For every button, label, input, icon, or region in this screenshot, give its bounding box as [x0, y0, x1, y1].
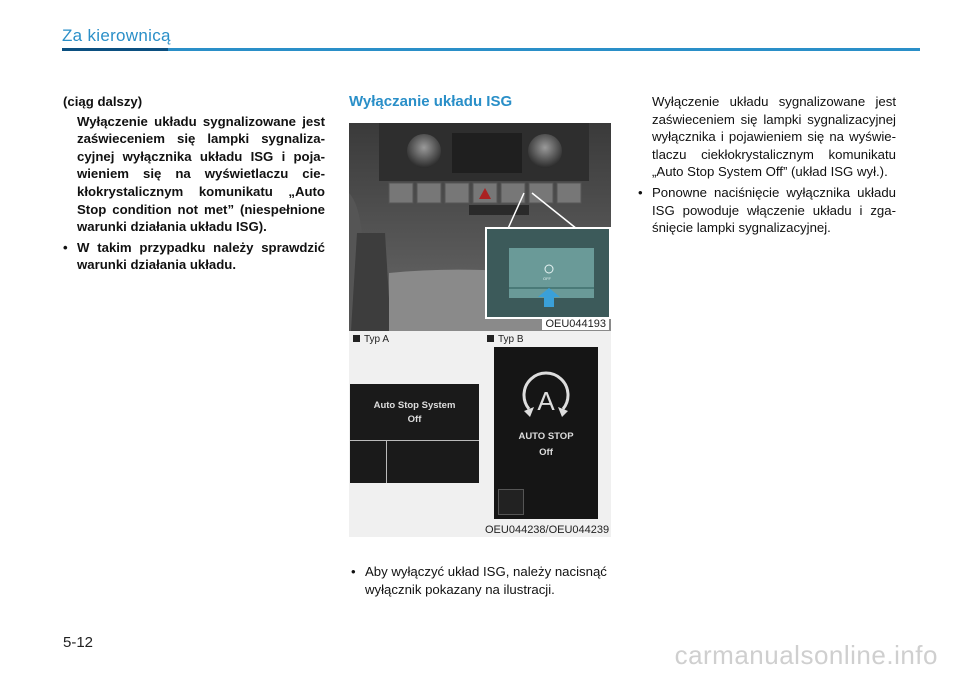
left-bullet-text: W takim przypadku należy sprawdzić warunki działania układu. — [77, 239, 325, 273]
square-icon — [487, 335, 494, 342]
screen-type-b-frame — [487, 345, 610, 523]
screen-b-square — [498, 489, 524, 515]
screen-a-line1: Auto Stop System — [373, 400, 456, 411]
right-bullet-text: Ponowne naciśnięcie wyłącznika układu ISG powoduje włączenie układu i zga-śnięcie lampki sygnalizacyjnej. — [652, 184, 896, 236]
watermark: carmanualsonline.info — [674, 640, 938, 670]
right-bullet — [638, 184, 896, 237]
square-icon — [353, 335, 360, 342]
screen-b-line2: Off — [539, 447, 553, 458]
panel-b-label-text: Typ B — [498, 334, 524, 345]
screen-a-divider — [350, 440, 479, 441]
bullet-dot: • — [638, 184, 643, 200]
screen-a-line2: Off — [407, 414, 422, 425]
middle-bullet-item — [351, 563, 613, 598]
display-panels — [349, 331, 611, 537]
panels-code: OEU044238/OEU044239 — [485, 524, 610, 536]
screen-type-b — [494, 347, 598, 519]
screen-a-vdivider — [386, 441, 387, 483]
left-paragraph: Wyłączenie układu sygnalizowane jest zaświeceniem się lampki sygnaliza-cyjnej wyłącznika układu ISG i poja-wieniem się na wyświetlaczu cie-kłokrystalicznym komunikatu „Auto Stop condition not met” (niespełnione warunki działania układu ISG). — [77, 113, 325, 235]
right-column — [638, 93, 896, 237]
auto-stop-icon-letter: A — [537, 386, 555, 416]
page-number: 5-12 — [63, 634, 94, 651]
left-bullet — [63, 239, 325, 274]
middle-title: Wyłączanie układu ISG — [349, 93, 513, 110]
photo-button-label: OFF — [543, 276, 551, 281]
middle-bullet — [351, 560, 613, 598]
panel-a-label-text: Typ A — [364, 334, 390, 345]
dashboard-illustration — [349, 123, 611, 331]
bullet-dot: • — [63, 239, 68, 255]
screen-type-a — [350, 384, 479, 483]
panel-b-label — [487, 334, 524, 345]
continued-label: (ciąg dalszy) — [63, 94, 143, 109]
header-rule-accent — [62, 48, 168, 51]
photo-code: OEU044193 — [542, 318, 609, 330]
header-rule — [62, 48, 920, 51]
screen-b-line1: AUTO STOP — [518, 431, 574, 442]
middle-bullet-text: Aby wyłączyć układ ISG, należy nacisnąć wyłącznik pokazany na ilustracji. — [365, 564, 607, 597]
right-paragraph: Wyłączenie układu sygnalizowane jest zaświeceniem się lampki sygnalizacyjnej wyłącznika i pojawieniem się na wyświe-tlaczu ciekłokrystalicznym komunikatu „Auto Stop System Off” (układ ISG wył.). — [652, 94, 896, 180]
panel-a-label — [353, 334, 389, 345]
section-header: Za kierownicą — [62, 26, 171, 45]
bullet-dot: • — [351, 564, 356, 579]
left-column — [63, 93, 325, 274]
dashboard-photo — [349, 123, 611, 331]
